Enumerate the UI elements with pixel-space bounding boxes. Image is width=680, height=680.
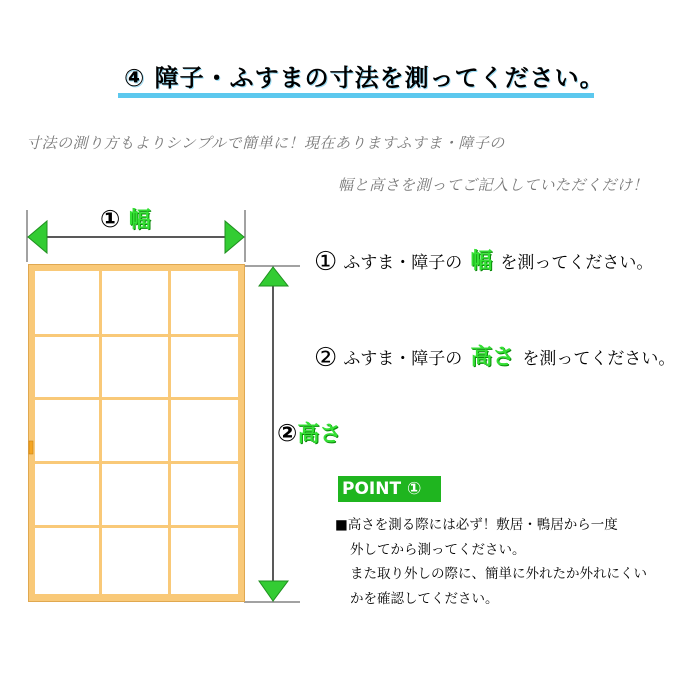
kumiko-vertical-1: [99, 271, 102, 594]
width-label-word: 幅: [128, 208, 151, 233]
point-badge: POINT ①: [338, 476, 441, 502]
kumiko-horizontal-4: [35, 525, 238, 528]
intro-line-1: 寸法の測り方もよりシンプルで簡単に！現在ありますふすま・障子の: [26, 134, 505, 152]
height-arrow-top: [259, 267, 288, 286]
step-height-keyword: 高さ: [470, 345, 515, 370]
step-width: [314, 244, 653, 277]
point-note: [335, 513, 647, 611]
door-handle: [29, 441, 33, 454]
point-note-line-1: ■高さを測る際には必ず！敷居・鴨居から一度: [335, 517, 618, 533]
frame-right: [238, 265, 244, 601]
width-label-number: ①: [100, 205, 121, 233]
width-arrow-left: [28, 221, 47, 253]
point-note-line-4: かを確認してください。: [350, 590, 499, 607]
frame-top: [29, 265, 242, 271]
width-label: [100, 203, 151, 234]
step-height-prefix: ふすま・障子の: [343, 349, 463, 369]
step-width-suffix: を測ってください。: [500, 253, 654, 273]
frame-outline: [29, 265, 245, 602]
point-note-line-2: 外してから測ってください。: [350, 541, 526, 558]
height-label-number: ②: [277, 419, 298, 447]
page-title: ④ 障子・ふすまの寸法を測ってください。: [124, 64, 605, 92]
frame-bottom: [29, 594, 242, 601]
step-width-prefix: ふすま・障子の: [343, 253, 463, 273]
step-width-number: ①: [314, 247, 338, 277]
step-height: [314, 340, 675, 373]
kumiko-vertical-2: [168, 271, 171, 594]
height-label: [277, 417, 341, 448]
width-arrow-right: [225, 221, 244, 253]
step-height-suffix: を測ってください。: [522, 349, 676, 369]
step-height-number: ②: [314, 343, 338, 373]
frame-left: [29, 265, 35, 601]
intro-line-2: 幅と高さを測ってご記入していただくだけ！: [338, 176, 649, 194]
point-note-line-3: また取り外しの際に、簡単に外れたか外れにくい: [350, 566, 647, 582]
step-width-keyword: 幅: [470, 249, 493, 274]
kumiko-horizontal-2: [35, 397, 238, 400]
height-label-word: 高さ: [297, 422, 342, 447]
kumiko-horizontal-3: [35, 461, 238, 464]
height-arrow-bottom: [259, 581, 288, 601]
kumiko-horizontal-1: [35, 334, 238, 337]
